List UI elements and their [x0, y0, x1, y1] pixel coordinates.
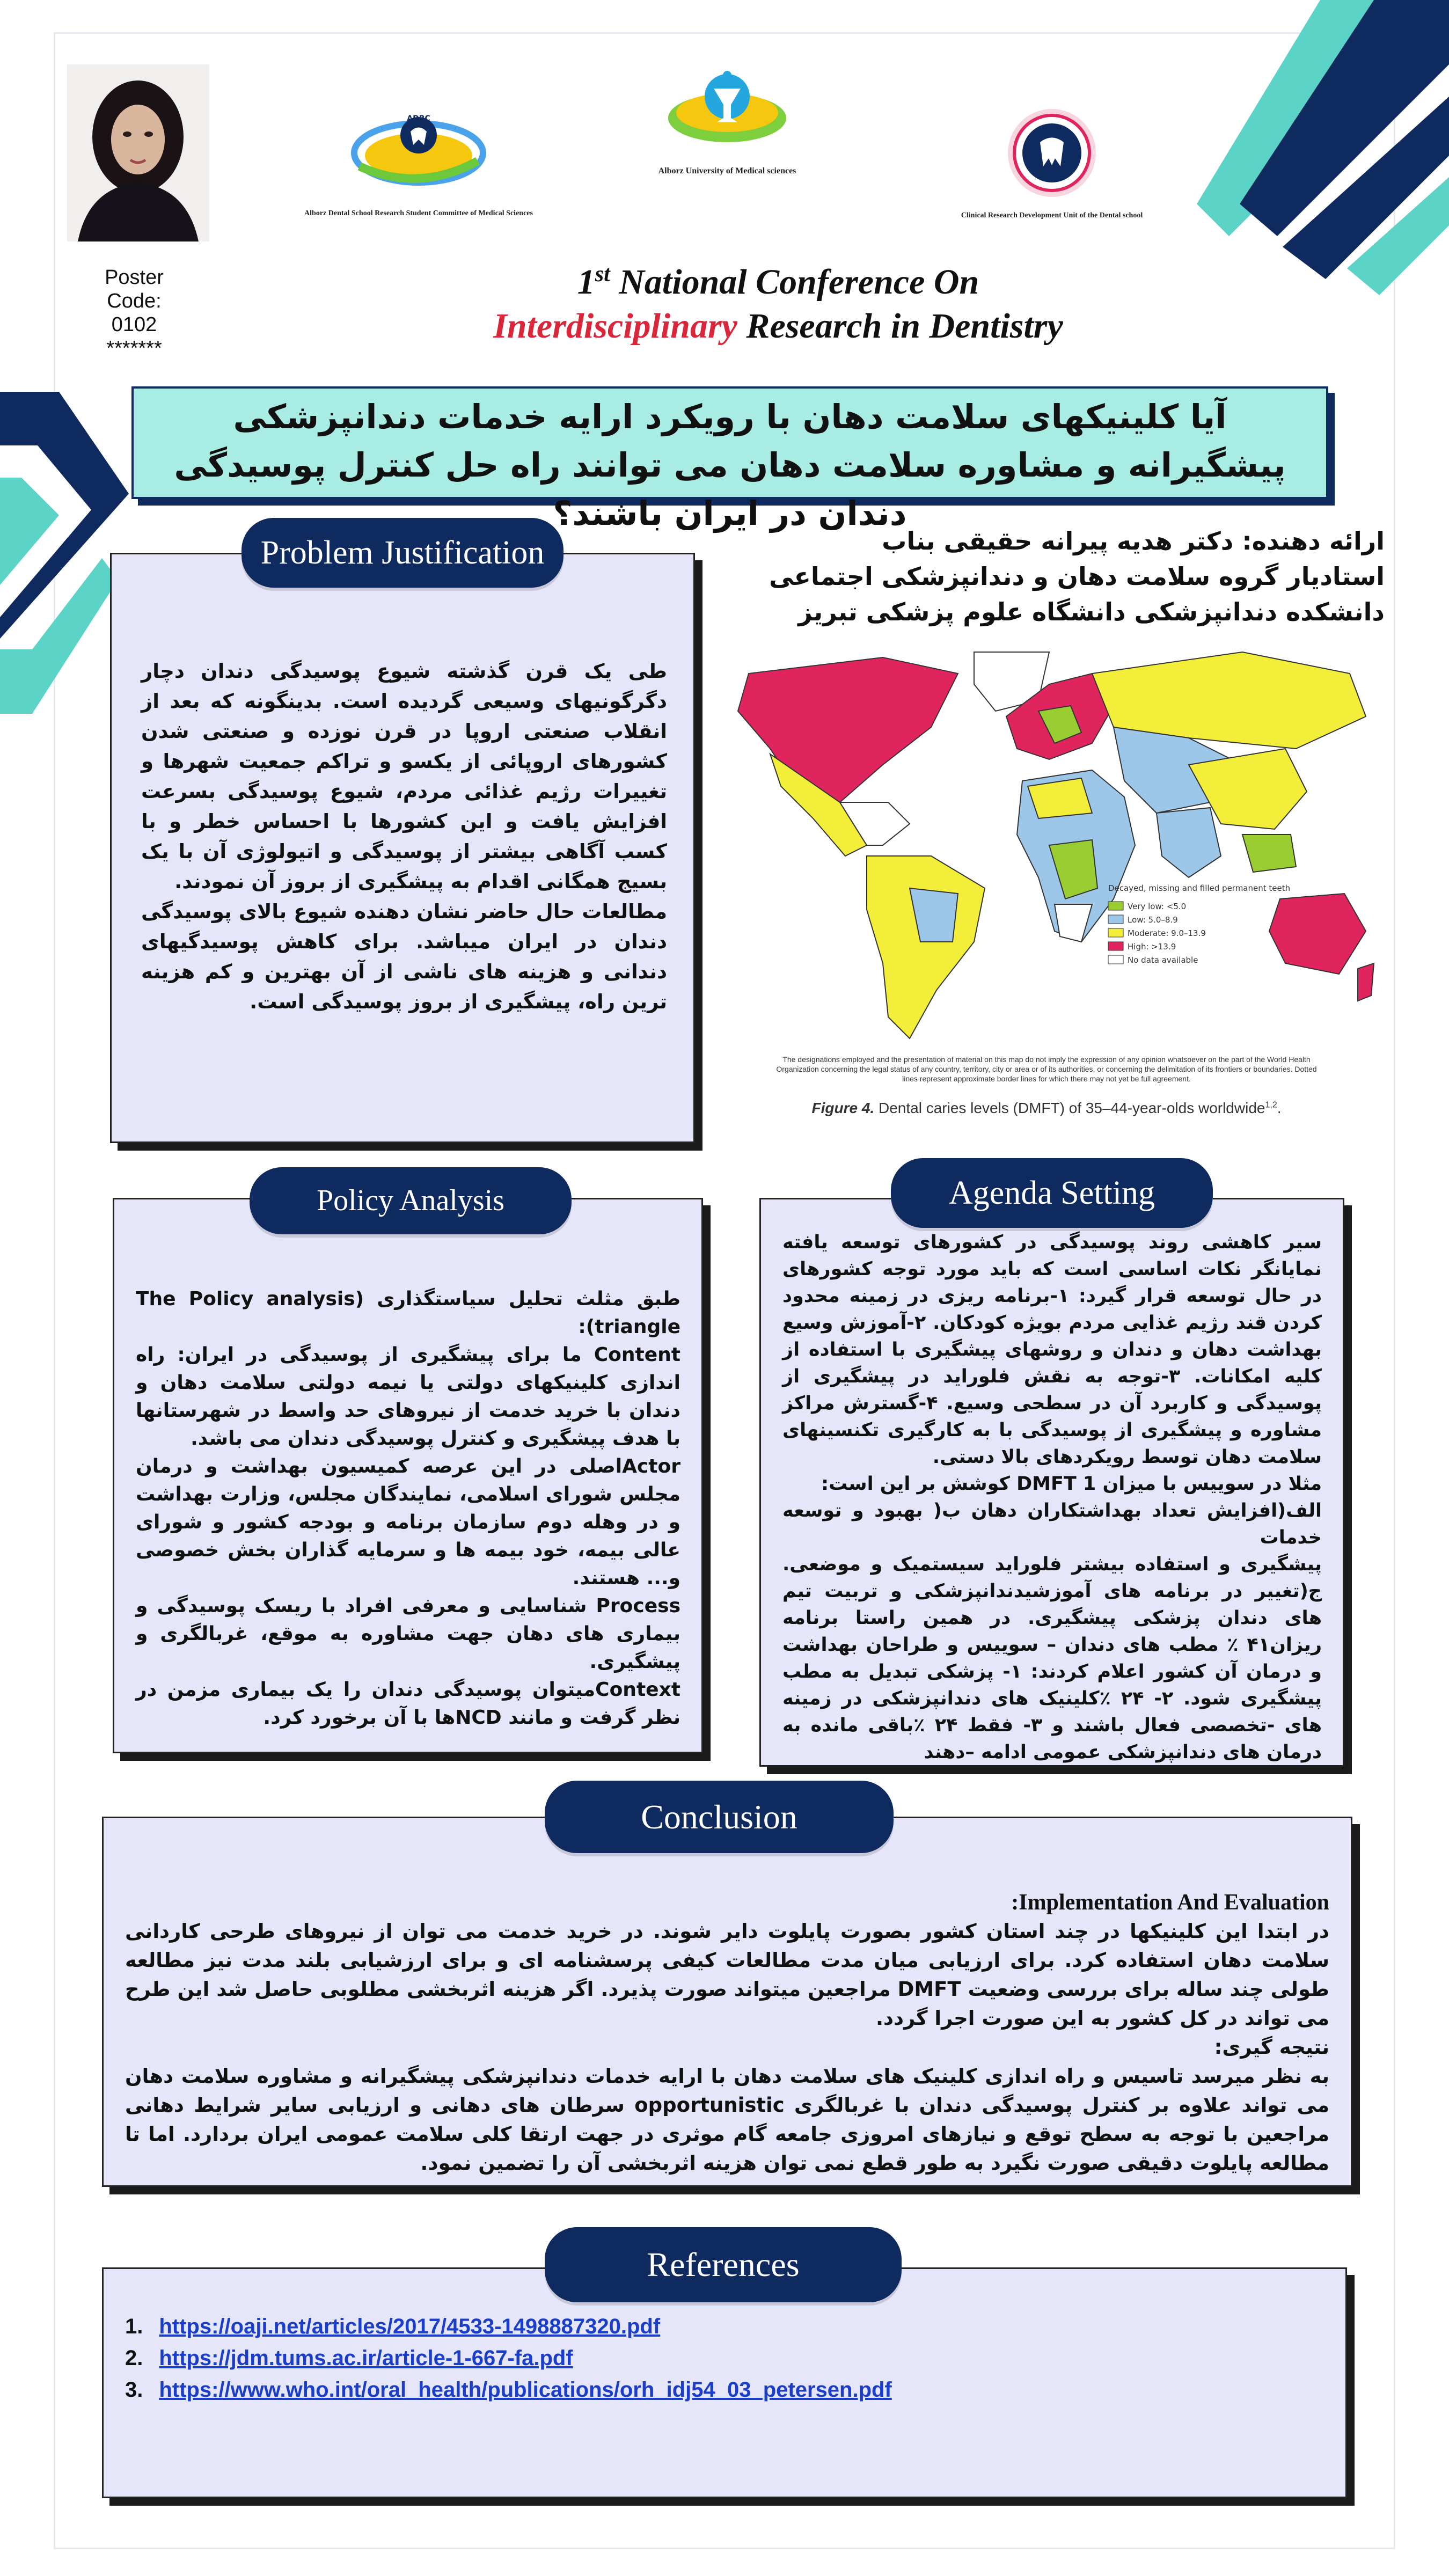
legend-moderate: Moderate: 9.0–13.9 [1128, 928, 1206, 938]
logo-left-label: Alborz Dental School Research Student Committee of Medical Sciences [304, 209, 533, 217]
poster-title-box [131, 386, 1328, 533]
references-heading: References [545, 2227, 902, 2302]
implementation-title: Implementation And Evaluation: [1011, 1890, 1329, 1915]
map-caption-text: Dental caries levels (DMFT) of 35–44-year-olds worldwide [874, 1100, 1265, 1116]
policy-process-label: Process [596, 1595, 680, 1617]
reference-link[interactable]: https://jdm.tums.ac.ir/article-1-667-fa.pdf [159, 2346, 573, 2370]
policy-intro: طبق مثلث تحلیل سیاستگذاری (The Policy analysis triangle): [136, 1288, 680, 1338]
policy-actor [136, 1453, 680, 1592]
policy-process-text: شناسایی و معرفی افراد با ریسک پوسیدگی و بیماری های دهان جهت مشاوره به موقع، غربالگری و پیشگیری. [136, 1595, 680, 1673]
corner-stripes-top-right [1197, 0, 1449, 301]
problem-text [141, 656, 667, 1017]
conference-line1-text: National Conference On [610, 262, 979, 302]
world-map-graphic [706, 641, 1387, 1049]
result-text: به نظر میرسد تاسیس و راه اندازی کلینیک های سلامت دهان با ارایه خدمات دندانپزشکی پیشگیرانه و مشاوره سلامت دهان می تواند علاوه بر کنترل پوسیدگی دندان با غربالگری opportunistic سرطان های دهانی و ارزیابی سایر شرایط دهانی مراجعین با توجه به سطح توقع و نیازهای امروزی جامعه گام موثری در جهت ارتقا کلی سلامت عمومی ایران بردارد. اما تا مطالعه پایلوت دقیقی صورت نگیرد به طور قطع نمی توان هزینه اثربخشی آن را تضمین نمود. [125, 2065, 1330, 2175]
poster-code-line3: 0102 [111, 313, 157, 336]
agenda-paragraph-4: پیشگیری و استفاده بیشتر فلوراید سیستمیک و موضعی. ج(تغییر در برنامه های آموزشیدندانپزشکی و تربیت تیم های دندان پزشکی پیشگیری. در همین راستا برنامه ریزان۴۱ ٪ مطب های دندان – سوییس و طراحان بهداشت و درمان آن کشور اعلام کردند: ۱- پزشکی تبدیل به مطب پیشگیری شود. ۲- ۲۴ ٪کلینیک های دندانپزشکی در زمینه های -تخصصی فعال باشند و ۳- فقط ۲۴ ٪باقی مانده به درمان های دندانپزشکی عمومی ادامه –دهند [782, 1554, 1322, 1763]
reference-link[interactable]: https://www.who.int/oral_health/publications/orh_idj54_03_petersen.pdf [159, 2378, 892, 2402]
agenda-panel [759, 1198, 1344, 1767]
problem-panel [110, 553, 695, 1143]
policy-context [136, 1676, 680, 1732]
presenter-affiliation: دانشکده دندانپزشکی دانشگاه علوم پزشکی تبریز [798, 597, 1385, 626]
policy-context-text: میتوان پوسیدگی دندان را یک بیماری مزمن در نظر گرفت و مانند NCDها با آن برخورد کرد. [136, 1679, 680, 1729]
policy-content-text: ما برای پیشگیری از پوسیدگی در ایران: راه اندازی کلینیکهای دولتی یا نیمه دولتی سلامت دهان و دندان با خرید خدمت از نیروهای حد واسط در شهرستانها با هدف پیشگیری و کنترل پوسیدگی دندان می باشد. [136, 1344, 680, 1450]
conclusion-heading: Conclusion [545, 1781, 894, 1853]
result-title: نتیجه گیری: [1214, 2036, 1329, 2059]
policy-heading: Policy Analysis [250, 1167, 572, 1234]
university-logo-icon [628, 59, 826, 166]
dental-school-logo-icon [301, 102, 537, 204]
implementation-text: در ابتدا این کلینیکها در چند استان کشور بصورت پایلوت دایر شوند. در خرید خدمت می توان از نیروهای طرحی کاردانی سلامت دهان استفاده کرد. برای ارزیابی میان مدت مطالعات کیفی پرسشنامه ای و برای ارزشیابی بلند مدت نیز مطالعه طولی چند ساله برای بررسی وضعیت DMFT مراجعین میتواند صورت پذیرد. اگر هزینه اثربخشی مطلوبی حاصل شد این طرح می تواند در کل کشور به این صورت اجرا گردد. [125, 1920, 1329, 2030]
reference-link[interactable]: https://oaji.net/articles/2017/4533-1498887320.pdf [159, 2315, 661, 2338]
legend-low: Low: 5.0–8.9 [1128, 915, 1178, 925]
map-legend-title: Decayed, missing and filled permanent teeth [1108, 883, 1291, 893]
map-caption-label: Figure 4. [811, 1100, 875, 1116]
poster-code-line1: Poster [105, 266, 164, 289]
agenda-heading: Agenda Setting [891, 1158, 1213, 1228]
poster-code-line4: ******* [106, 337, 162, 360]
logo-left [301, 102, 537, 218]
map-caption [706, 1100, 1387, 1117]
reference-number: 3. [125, 2378, 143, 2402]
conclusion-text [125, 1888, 1329, 2178]
logo-center [628, 59, 826, 176]
presenter-position: استادیار گروه سلامت دهان و دندانپزشکی اجتماعی [769, 562, 1385, 591]
reference-number: 2. [125, 2346, 143, 2370]
problem-paragraph-2: مطالعات حال حاضر نشان دهنده شیوع بالای پوسیدگی دندان در ایران میباشد. برای کاهش پوسیدگیهای دندانی و هزینه های ناشی از آن بهترین و کم هزینه ترین راه، پیشگیری از بروز پوسیدگی است. [141, 900, 667, 1013]
map-caption-end: . [1277, 1100, 1282, 1116]
policy-actor-text: اصلی در این عرصه کمیسیون بهداشت و درمان مجلس شورای اسلامی، نمایندگان مجلس، وزارت بهداشت و در وهله دوم سازمان برنامه و بودجه کشور و شورای عالی بیمه، خود بیمه ها و سرمایه گذاران بخش خصوصی و... هستند. [136, 1455, 680, 1589]
policy-content [136, 1341, 680, 1453]
logo-left-badge: ADRC [407, 114, 430, 123]
conclusion-panel [102, 1817, 1352, 2187]
clinical-research-logo-icon [945, 102, 1159, 209]
conference-ordinal-sup: st [595, 262, 610, 287]
poster-code [70, 266, 199, 360]
policy-process [136, 1592, 680, 1676]
policy-context-label: Context [595, 1679, 680, 1701]
agenda-text [782, 1229, 1322, 1766]
legend-no-data: No data available [1128, 955, 1198, 965]
logo-center-label: Alborz University of Medical sciences [658, 166, 796, 175]
poster-code-line2: Code: [107, 290, 162, 312]
conference-line2-text: Research in Dentistry [737, 306, 1063, 346]
author-photo [67, 64, 209, 241]
logo-right-label: Clinical Research Development Unit of the Dental school [961, 211, 1143, 219]
agenda-paragraph-3: الف(افزایش تعداد بهداشتکاران دهان ب( بهبود و توسعه خدمات [782, 1500, 1322, 1548]
references-list [125, 2315, 892, 2402]
reference-number: 1. [125, 2315, 143, 2338]
conference-line2 [322, 304, 1234, 348]
legend-very-low: Very low: <5.0 [1128, 902, 1187, 911]
reference-item [125, 2346, 892, 2370]
conference-highlight: Interdisciplinary [493, 306, 737, 346]
problem-heading: Problem Justification [241, 518, 564, 588]
presenter-info [714, 523, 1385, 630]
policy-actor-label: Actor [622, 1455, 680, 1477]
conference-line1 [322, 252, 1234, 304]
presenter-name: ارائه دهنده: دکتر هدیه پیرانه حقیقی بناب [882, 526, 1385, 555]
caries-map-figure [706, 641, 1387, 1138]
problem-paragraph-1: طی یک قرن گذشته شیوع پوسیدگی دندان دچار دگرگونیهای وسیعی گردیده است. بدینگونه که بعد از انقلاب صنعتی اروپا در قرن نوزده و صنعتی شدن کشورهای اروپائی از یکسو و تراکم جمعیت شهرها و تغییرات رژیم غذائی مردم، شیوع پوسیدگی بسرعت افزایش یافت و این کشورها با احساس خطر و با کسب آگاهی بیشتر از پوسیدگی و اتیولوژی آن با یک بسیج همگانی اقدام به پیشگیری از بروز آن نمودند. [141, 660, 667, 893]
policy-text [136, 1285, 680, 1732]
agenda-paragraph-1: سیر کاهشی روند پوسیدگی در کشورهای توسعه یافته نمایانگر نکات اساسی است که باید مورد توجه کشورهای در حال توسعه قرار گیرد: ۱-برنامه ریزی در زمینه محدود کردن قند رژیم غذایی مردم بویژه کودکان. ۲-آموزش وسیع بهداشت دهان و دندان و روشهای پیشگیری با استفاده از کلیه امکانات. ۳-توجه به نقش فلوراید در پیشگیری از پوسیدگی و کاربرد آن در سطحی وسیع. ۴-گسترش مراکز مشاوره و پیشگیری از پوسیدگی با به کارگیری تکنسینهای سلامت دهان توسط رویکردهای بالا دستی. [782, 1232, 1322, 1468]
policy-panel [113, 1198, 703, 1753]
reference-item [125, 2378, 892, 2402]
conference-title [322, 252, 1234, 348]
logo-right [945, 102, 1159, 220]
map-disclaimer: The designations employed and the presentation of material on this map do not imply the expression of any opinion whatsoever on the part of the World Health Organization concerning the legal status of any country, territory, city or area or of its authorities, or concerning the delimitation of its frontiers or boundaries. Dotted lines represent approximate border lines for which there may not yet be full agreement. [776, 1055, 1317, 1083]
legend-high: High: >13.9 [1128, 942, 1176, 952]
conference-ordinal: 1 [577, 262, 595, 302]
reference-item [125, 2315, 892, 2339]
agenda-paragraph-2: مثلا در سوییس با میزان DMFT 1 کوشش بر این است: [821, 1473, 1322, 1495]
map-caption-sup: 1,2 [1265, 1100, 1277, 1110]
poster-title: آیا کلینیکهای سلامت دهان با رویکرد ارایه خدمات دندانپزشکی پیشگیرانه و مشاوره سلامت دهان می توانند راه حل کنترل پوسیدگی دندان در ایران باشند؟ [174, 397, 1286, 533]
policy-content-label: Content [594, 1344, 680, 1366]
